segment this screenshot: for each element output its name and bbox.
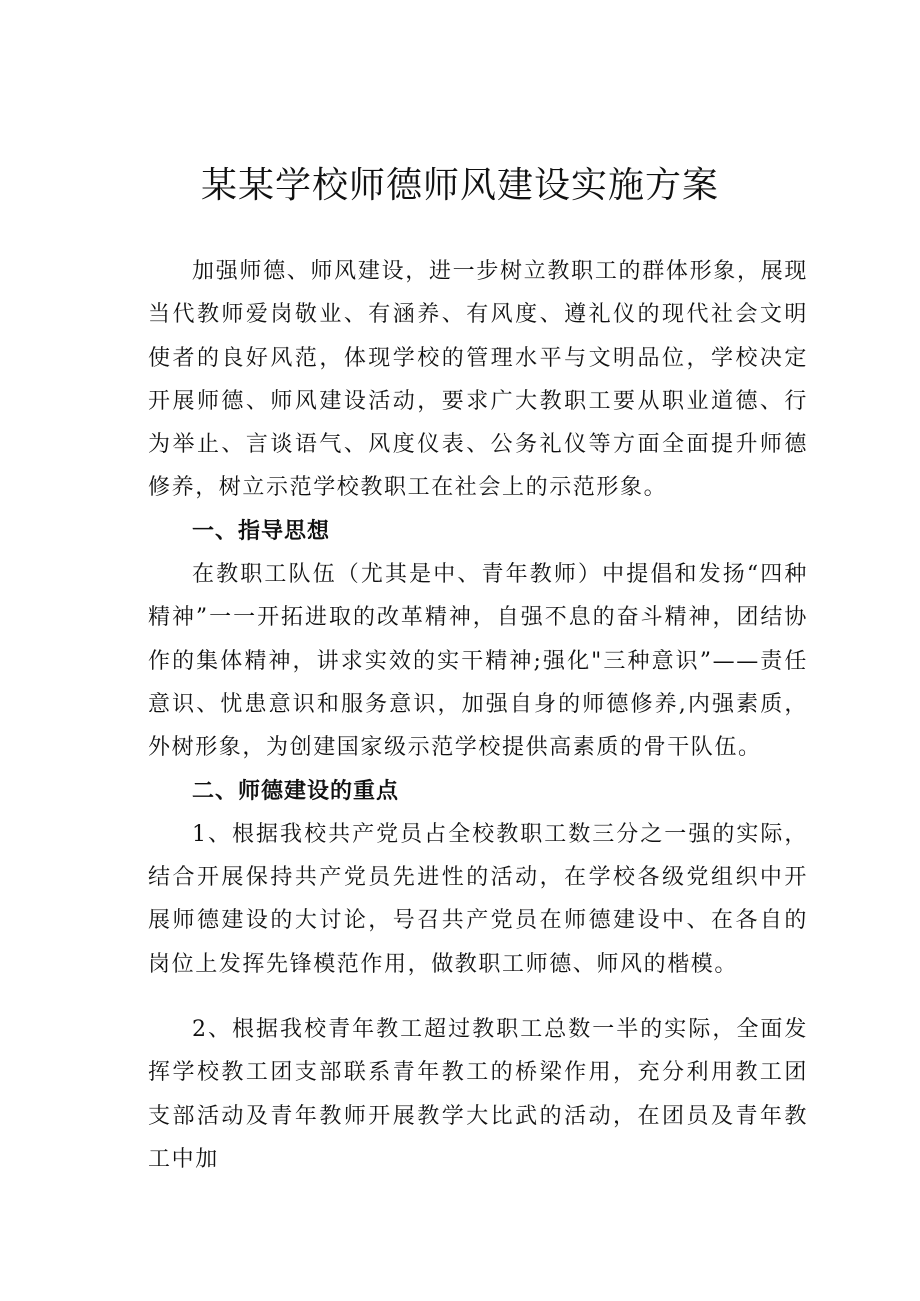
key-point-item-2: 2、根据我校青年教工超过教职工总数一半的实际，全面发挥学校教工团支部联系青年教工的桥梁作用，充分利用教工团支部活动及青年教师开展教学大比武的活动，在团员及青年教工中加 <box>148 1017 808 1172</box>
document-body <box>148 250 808 1181</box>
key-point-item-1: 1、根据我校共产党员占全校教职工数三分之一强的实际，结合开展保持共产党员先进性的活动，在学校各级党组织中开展师德建设的大讨论，号召共产党员在师德建设中、在各自的岗位上发挥先锋模范作用，做教职工师德、师风的楷模。 <box>148 821 808 977</box>
section-heading-key-points: 二、师德建设的重点 <box>192 778 400 804</box>
intro-paragraph: 加强师德、师风建设，进一步树立教职工的群体形象，展现当代教师爱岗敬业、有涵养、有风度、遵礼仪的现代社会文明使者的良好风范，体现学校的管理水平与文明品位，学校决定开展师德、师风建设活动，要求广大教职工要从职业道德、行为举止、言谈语气、风度仪表、公务礼仪等方面全面提升师德修养，树立示范学校教职工在社会上的示范形象。 <box>148 259 808 501</box>
paragraph-gap <box>148 986 808 1008</box>
section-heading-guiding-thought: 一、指导思想 <box>192 518 331 544</box>
document-title: 某某学校师德师风建设实施方案 <box>200 165 719 206</box>
guiding-thought-paragraph: 在教职工队伍（尤其是中、青年教师）中提倡和发扬“四种精神”一一开拓进取的改革精神，自强不息的奋斗精神，团结协作的集体精神，讲求实效的实干精神;强化"三种意识”——责任意识、忧患意识和服务意识，加强自身的师德修养,内强素质，外树形象，为创建国家级示范学校提供高素质的骨干队伍。 <box>148 562 808 761</box>
